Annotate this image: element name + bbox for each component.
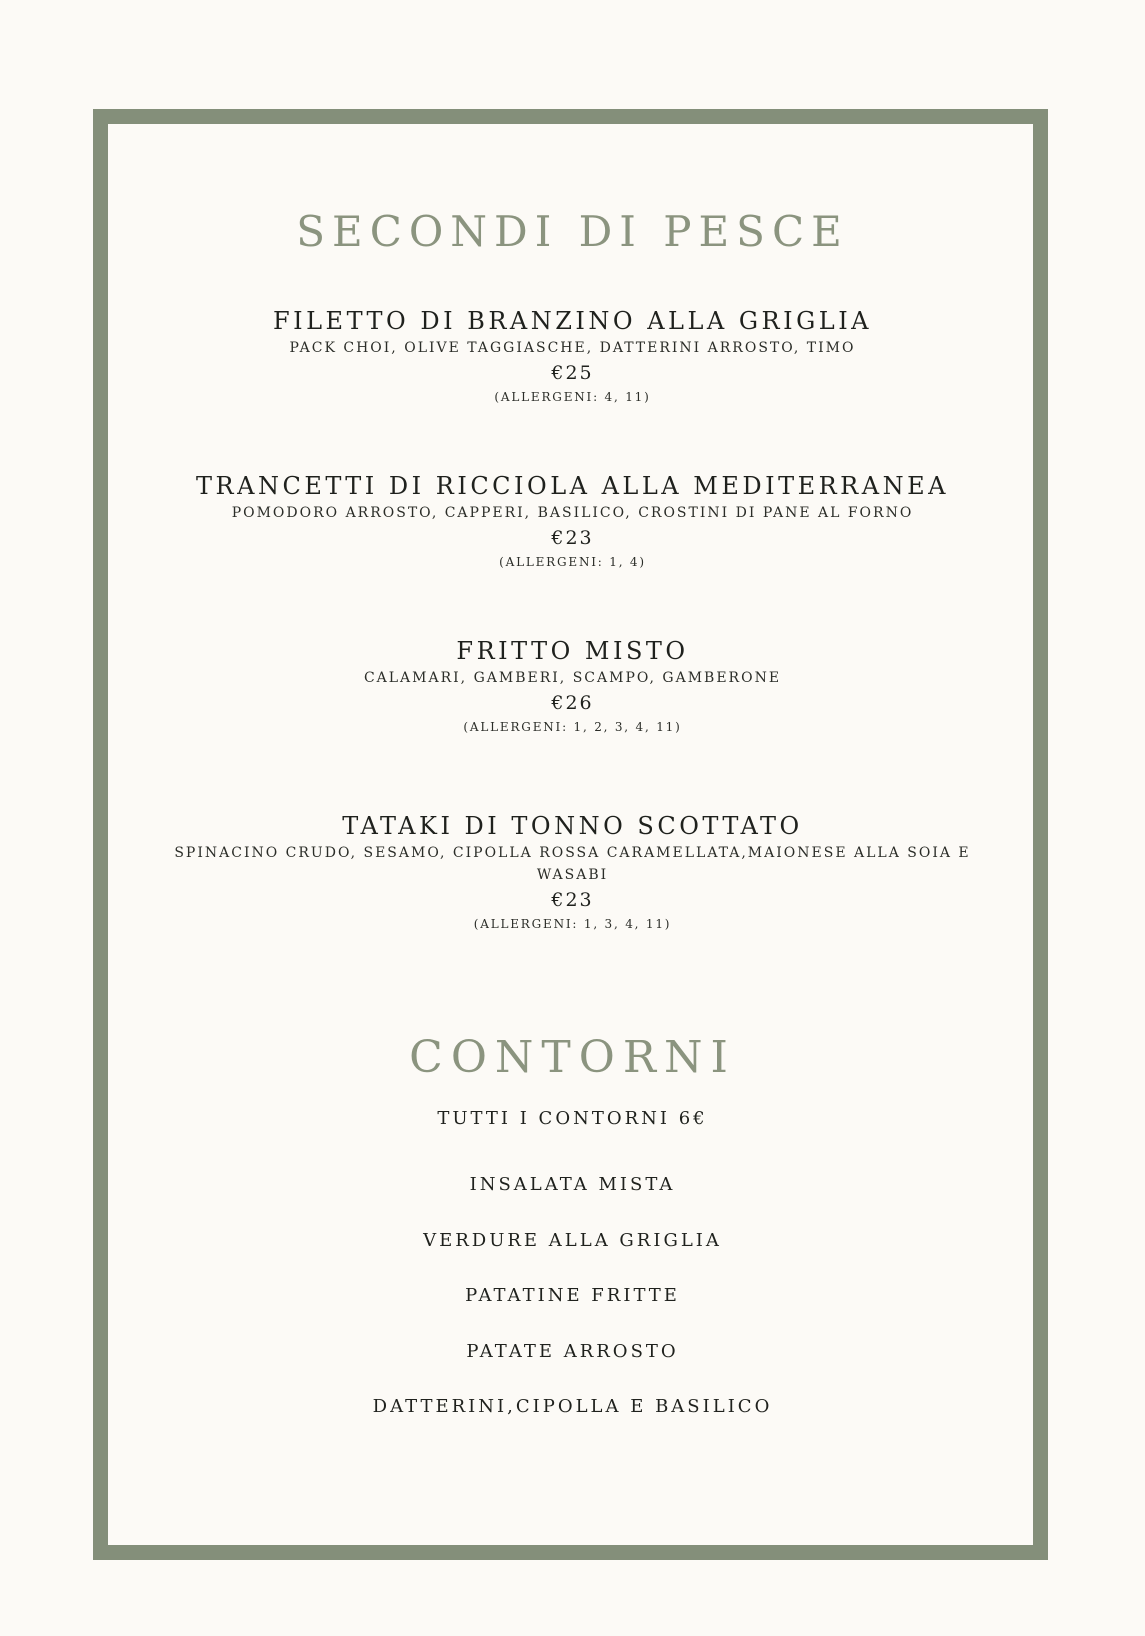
section-title-contorni: CONTORNI (409, 1032, 736, 1083)
dish-name: TRANCETTI DI RICCIOLA ALLA MEDITERRANEA (196, 472, 949, 500)
dish-price: €23 (551, 889, 594, 911)
dish-price: €25 (551, 362, 594, 384)
dish-allergens: (ALLERGENI: 1, 3, 4, 11) (473, 917, 672, 931)
dish-price: €23 (551, 527, 594, 549)
dish-description: POMODORO ARROSTO, CAPPERI, BASILICO, CROSTINI DI PANE AL FORNO (231, 505, 914, 521)
dish-fritto-misto (130, 635, 1015, 737)
dish-price: €26 (551, 692, 594, 714)
dish-name: FRITTO MISTO (456, 637, 689, 665)
dish-name: FILETTO DI BRANZINO ALLA GRIGLIA (272, 307, 873, 335)
dish-allergens: (ALLERGENI: 1, 4) (499, 555, 646, 569)
section-title-secondi-di-pesce: SECONDI DI PESCE (296, 207, 849, 256)
dish-trancetti-di-ricciola (130, 470, 1015, 572)
side-item: VERDURE ALLA GRIGLIA (423, 1230, 722, 1251)
side-item: PATATINE FRITTE (465, 1285, 680, 1306)
side-item: INSALATA MISTA (469, 1174, 676, 1195)
dish-tataki-di-tonno (130, 810, 1015, 934)
dish-allergens: (ALLERGENI: 1, 2, 3, 4, 11) (463, 720, 682, 734)
side-item: DATTERINI,CIPOLLA E BASILICO (372, 1396, 773, 1417)
dish-name: TATAKI DI TONNO SCOTTATO (342, 812, 803, 840)
dish-description: CALAMARI, GAMBERI, SCAMPO, GAMBERONE (363, 670, 782, 686)
dish-allergens: (ALLERGENI: 4, 11) (494, 390, 651, 404)
dish-description: SPINACINO CRUDO, SESAMO, CIPOLLA ROSSA CARAMELLATA,MAIONESE ALLA SOIA E WASABI (174, 845, 971, 883)
sides-price-note: TUTTI I CONTORNI 6€ (437, 1108, 708, 1129)
dish-filetto-di-branzino (130, 305, 1015, 407)
side-item: PATATE ARROSTO (466, 1341, 679, 1362)
dish-description: PACK CHOI, OLIVE TAGGIASCHE, DATTERINI ARROSTO, TIMO (289, 340, 856, 356)
